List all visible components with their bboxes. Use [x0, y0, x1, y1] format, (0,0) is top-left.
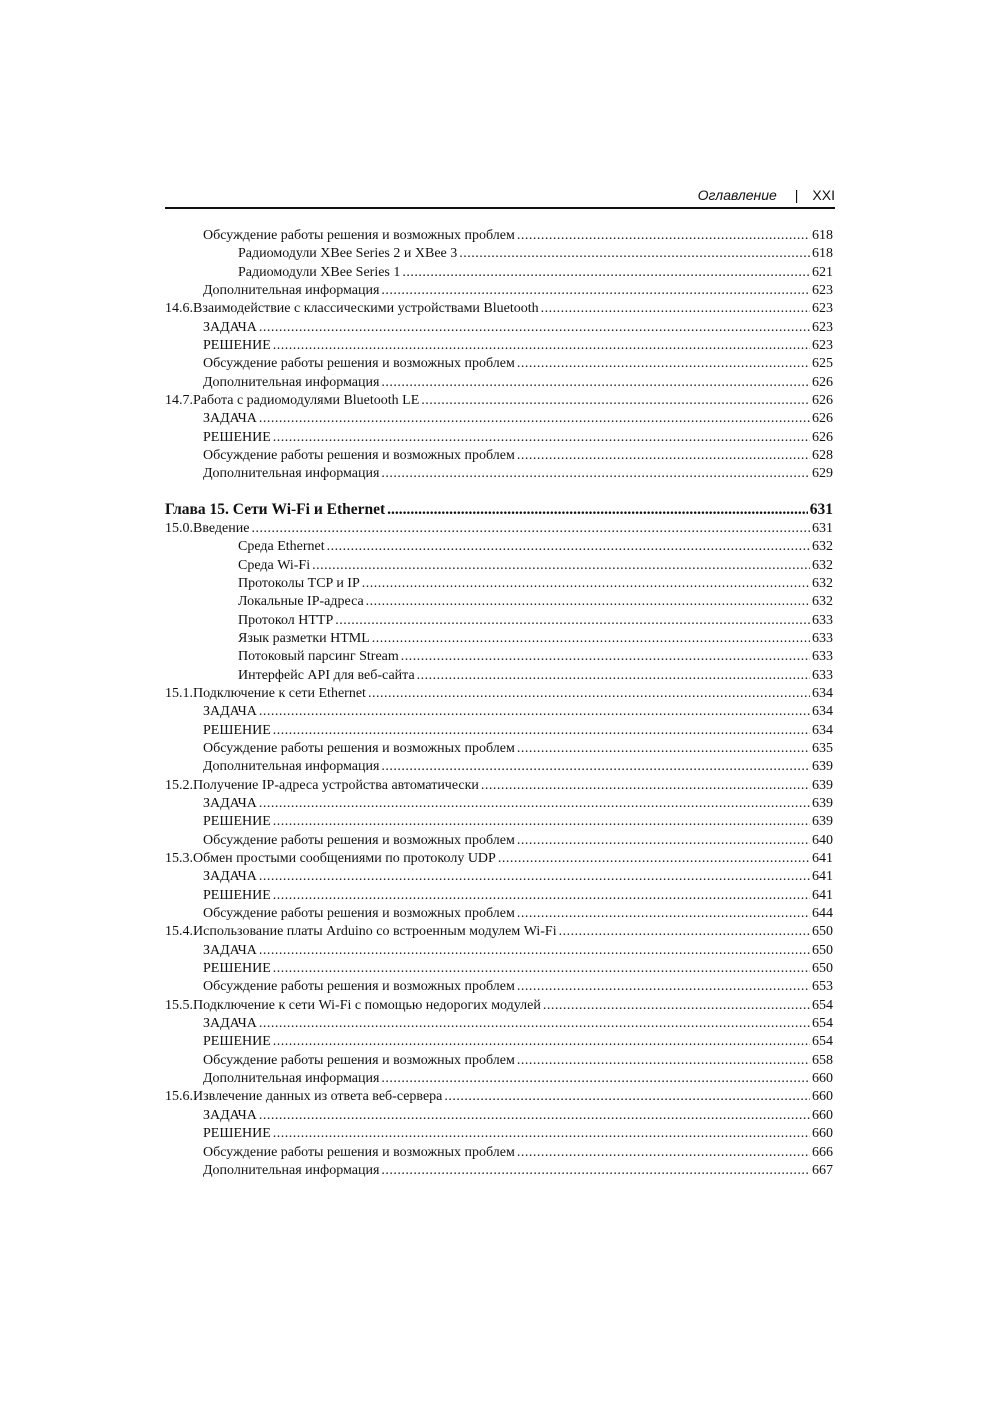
toc-entry	[165, 795, 833, 813]
toc-dot-leader	[401, 648, 810, 666]
toc-page-number: 631	[812, 520, 833, 536]
toc-entry	[165, 703, 833, 721]
toc-dot-leader	[517, 355, 810, 373]
toc-dot-leader	[541, 300, 810, 318]
toc-dot-leader	[259, 942, 810, 960]
toc-dot-leader	[381, 1162, 810, 1180]
toc-entry	[165, 1125, 833, 1143]
toc-entry	[165, 1107, 833, 1125]
toc-entry-title: Получение IP-адреса устройства автоматически	[193, 777, 479, 793]
toc-section-number: 15.5.	[165, 997, 193, 1013]
toc-page-number: 634	[812, 722, 833, 738]
toc-dot-leader	[273, 813, 810, 831]
toc-dot-leader	[251, 520, 810, 538]
toc-section-number: 15.0.	[165, 520, 193, 536]
toc-page-number: 641	[812, 869, 833, 885]
toc-entry	[165, 612, 833, 630]
toc-entry-title: Работа с радиомодулями Bluetooth LE	[193, 393, 420, 409]
toc-entry-title: Интерфейс API для веб-сайта	[238, 667, 415, 683]
toc-dot-leader	[259, 1015, 810, 1033]
toc-entry-title: Обсуждение работы решения и возможных проблем	[203, 228, 515, 243]
toc-section-number: 15.4.	[165, 924, 193, 940]
toc-page-number: 625	[812, 356, 833, 372]
toc-entry	[165, 1144, 833, 1162]
toc-entry-title: Протокол HTTP	[238, 612, 334, 628]
toc-page-number: 632	[812, 539, 833, 555]
toc-dot-leader	[273, 1033, 810, 1051]
toc-page-number: 631	[809, 500, 833, 518]
toc-entry-title: Дополнительная информация	[203, 1071, 380, 1087]
toc-dot-leader	[421, 392, 810, 410]
toc-page-number: 660	[812, 1107, 833, 1123]
toc-entry	[165, 777, 833, 795]
toc-page-number: 632	[812, 594, 833, 610]
toc-entry	[165, 520, 833, 538]
toc-dot-leader	[387, 500, 808, 520]
toc-entry-title: Среда Wi-Fi	[238, 557, 311, 573]
toc-entry	[165, 593, 833, 611]
toc-entry-title: РЕШЕНИЕ	[203, 887, 271, 903]
toc-dot-leader	[543, 997, 810, 1015]
toc-entry-title: Подключение к сети Ethernet	[193, 685, 366, 701]
toc-entry	[165, 648, 833, 666]
toc-page-number: 623	[812, 283, 833, 299]
toc-dot-leader	[362, 575, 810, 593]
toc-entry-title: Дополнительная информация	[203, 283, 380, 299]
toc-entry-title: Обмен простыми сообщениями по протоколу UDP	[193, 851, 496, 866]
toc-entry-title: ЗАДАЧА	[203, 1107, 257, 1123]
toc-dot-leader	[517, 740, 810, 758]
toc-dot-leader	[381, 1070, 810, 1088]
toc-dot-leader	[259, 1107, 810, 1125]
toc-dot-leader	[481, 777, 810, 795]
toc-page-number: 626	[812, 429, 833, 445]
toc-dot-leader	[517, 227, 810, 245]
toc-section-number: 15.2.	[165, 777, 193, 793]
toc-page-number: 641	[812, 851, 833, 866]
toc-entry	[165, 1033, 833, 1051]
toc-section-number: 15.3.	[165, 851, 193, 866]
toc-dot-leader	[259, 703, 810, 721]
toc-entry-title: Использование платы Arduino со встроенным модулем Wi-Fi	[193, 924, 557, 940]
toc-entry-title: Дополнительная информация	[203, 466, 380, 482]
toc-entry-title: Радиомодули XBee Series 2 и XBee 3	[238, 246, 458, 262]
toc-dot-leader	[517, 905, 810, 923]
toc-entry-title: РЕШЕНИЕ	[203, 429, 271, 445]
toc-entry	[165, 1088, 833, 1106]
toc-entry	[165, 557, 833, 575]
table-of-contents	[165, 227, 833, 1180]
toc-dot-leader	[517, 978, 810, 996]
toc-entry-title: Извлечение данных из ответа веб-сервера	[193, 1089, 443, 1105]
toc-dot-leader	[335, 612, 810, 630]
toc-page-number: 626	[812, 393, 833, 409]
running-header-separator: |	[794, 187, 799, 203]
toc-dot-leader	[259, 410, 810, 428]
toc-page-number: 634	[812, 704, 833, 720]
toc-dot-leader	[366, 593, 810, 611]
toc-entry-title: РЕШЕНИЕ	[203, 722, 271, 738]
toc-entry-title: Дополнительная информация	[203, 1162, 380, 1178]
toc-entry	[165, 374, 833, 392]
toc-entry	[165, 465, 833, 483]
toc-dot-leader	[368, 685, 810, 703]
toc-entry	[165, 923, 833, 941]
toc-page-number: 623	[812, 338, 833, 354]
toc-section-number: 14.6.	[165, 301, 193, 317]
toc-page-number: 650	[812, 942, 833, 958]
toc-entry	[165, 997, 833, 1015]
toc-page-number: 639	[812, 814, 833, 830]
toc-section-number: 14.7.	[165, 393, 193, 409]
toc-entry-title: ЗАДАЧА	[203, 869, 257, 885]
toc-entry-title: Обсуждение работы решения и возможных проблем	[203, 356, 515, 372]
toc-page-number: 639	[812, 795, 833, 811]
toc-entry	[165, 575, 833, 593]
toc-entry	[165, 722, 833, 740]
toc-page-number: 632	[812, 575, 833, 591]
toc-entry-title: Язык разметки HTML	[238, 630, 370, 646]
toc-dot-leader	[273, 722, 810, 740]
running-header	[165, 187, 835, 207]
toc-page-number: 626	[812, 411, 833, 427]
toc-entry-title: Введение	[193, 520, 250, 536]
toc-dot-leader	[273, 337, 810, 355]
toc-entry	[165, 887, 833, 905]
toc-entry-title: Глава 15. Сети Wi-Fi и Ethernet	[165, 500, 386, 518]
toc-dot-leader	[402, 264, 810, 282]
toc-entry	[165, 667, 833, 685]
toc-entry	[165, 960, 833, 978]
toc-entry-title: Потоковый парсинг Stream	[238, 649, 399, 665]
toc-page-number: 640	[812, 832, 833, 848]
toc-entry-title: Подключение к сети Wi-Fi с помощью недорогих модулей	[193, 997, 541, 1013]
toc-page-number: 633	[812, 630, 833, 646]
toc-entry-title: РЕШЕНИЕ	[203, 1034, 271, 1050]
toc-dot-leader	[498, 850, 810, 868]
toc-entry-title: ЗАДАЧА	[203, 704, 257, 720]
toc-page-number: 639	[812, 759, 833, 775]
toc-entry	[165, 282, 833, 300]
toc-dot-leader	[381, 374, 810, 392]
toc-dot-leader	[273, 960, 810, 978]
toc-entry-title: ЗАДАЧА	[203, 942, 257, 958]
toc-entry	[165, 264, 833, 282]
toc-dot-leader	[273, 887, 810, 905]
toc-entry-title: Обсуждение работы решения и возможных проблем	[203, 740, 515, 756]
toc-entry	[165, 1015, 833, 1033]
toc-entry-title: Обсуждение работы решения и возможных проблем	[203, 1052, 515, 1068]
toc-dot-leader	[259, 319, 810, 337]
running-header-title: Оглавление	[697, 187, 777, 203]
toc-entry	[165, 1162, 833, 1180]
toc-page-number: 618	[812, 246, 833, 262]
toc-entry	[165, 850, 833, 868]
toc-dot-leader	[259, 868, 810, 886]
toc-chapter-entry	[165, 500, 833, 520]
toc-page-number: 654	[812, 1034, 833, 1050]
toc-dot-leader	[381, 282, 810, 300]
toc-dot-leader	[372, 630, 810, 648]
toc-dot-leader	[559, 923, 810, 941]
toc-entry	[165, 942, 833, 960]
toc-entry	[165, 337, 833, 355]
toc-entry-title: РЕШЕНИЕ	[203, 961, 271, 977]
toc-page-number: 633	[812, 667, 833, 683]
toc-entry	[165, 758, 833, 776]
toc-dot-leader	[459, 245, 810, 263]
toc-entry	[165, 740, 833, 758]
toc-entry-title: Среда Ethernet	[238, 539, 325, 555]
toc-entry-title: Обсуждение работы решения и возможных проблем	[203, 832, 515, 848]
toc-entry	[165, 813, 833, 831]
toc-dot-leader	[417, 667, 810, 685]
toc-dot-leader	[381, 465, 810, 483]
toc-entry-title: Обсуждение работы решения и возможных проблем	[203, 979, 515, 995]
toc-entry	[165, 832, 833, 850]
toc-page-number: 634	[812, 685, 833, 701]
toc-page-number: 650	[812, 924, 833, 940]
toc-entry	[165, 447, 833, 465]
toc-entry	[165, 392, 833, 410]
toc-entry-title: ЗАДАЧА	[203, 1016, 257, 1032]
toc-entry	[165, 630, 833, 648]
toc-page-number: 626	[812, 374, 833, 390]
toc-page-number: 623	[812, 319, 833, 335]
toc-dot-leader	[517, 1052, 810, 1070]
toc-entry	[165, 300, 833, 318]
toc-dot-leader	[517, 447, 810, 465]
toc-page-number: 639	[812, 777, 833, 793]
toc-page-number: 666	[812, 1144, 833, 1160]
toc-dot-leader	[312, 557, 810, 575]
toc-page-number: 653	[812, 979, 833, 995]
toc-page-number: 660	[812, 1089, 833, 1105]
toc-page-number: 629	[812, 466, 833, 482]
header-rule	[165, 207, 835, 209]
toc-entry-title: Обсуждение работы решения и возможных проблем	[203, 906, 515, 922]
toc-page-number: 660	[812, 1071, 833, 1087]
toc-page-number: 618	[812, 228, 833, 243]
toc-entry	[165, 978, 833, 996]
toc-entry	[165, 227, 833, 245]
toc-page-number: 633	[812, 649, 833, 665]
toc-entry	[165, 538, 833, 556]
toc-page-number: 658	[812, 1052, 833, 1068]
toc-page-number: 621	[812, 264, 833, 280]
toc-page-number: 623	[812, 301, 833, 317]
toc-entry-title: Обсуждение работы решения и возможных проблем	[203, 1144, 515, 1160]
toc-entry	[165, 429, 833, 447]
toc-dot-leader	[381, 758, 810, 776]
toc-entry-title: РЕШЕНИЕ	[203, 338, 271, 354]
toc-entry-title: Дополнительная информация	[203, 759, 380, 775]
toc-dot-leader	[273, 429, 810, 447]
toc-entry	[165, 355, 833, 373]
toc-entry-title: Взаимодействие с классическими устройствами Bluetooth	[193, 301, 539, 317]
toc-entry-title: ЗАДАЧА	[203, 319, 257, 335]
toc-entry	[165, 905, 833, 923]
toc-dot-leader	[517, 832, 810, 850]
toc-section-number: 15.6.	[165, 1089, 193, 1105]
toc-dot-leader	[444, 1088, 810, 1106]
toc-page-number: 633	[812, 612, 833, 628]
toc-page-number: 654	[812, 1016, 833, 1032]
toc-entry	[165, 245, 833, 263]
toc-page-number: 628	[812, 448, 833, 464]
toc-entry-title: РЕШЕНИЕ	[203, 1126, 271, 1142]
toc-section-number: 15.1.	[165, 685, 193, 701]
toc-entry	[165, 410, 833, 428]
toc-page-number: 635	[812, 740, 833, 756]
toc-entry-title: Дополнительная информация	[203, 374, 380, 390]
toc-entry-title: ЗАДАЧА	[203, 411, 257, 427]
toc-entry	[165, 685, 833, 703]
toc-dot-leader	[327, 538, 810, 556]
toc-entry-title: РЕШЕНИЕ	[203, 814, 271, 830]
toc-page-number: 632	[812, 557, 833, 573]
page-number: XXI	[812, 187, 835, 203]
toc-entry	[165, 1070, 833, 1088]
toc-page-number: 644	[812, 906, 833, 922]
toc-page-number: 650	[812, 961, 833, 977]
toc-entry	[165, 319, 833, 337]
toc-entry-title: Радиомодули XBee Series 1	[238, 264, 401, 280]
toc-page-number: 641	[812, 887, 833, 903]
toc-entry	[165, 1052, 833, 1070]
toc-page-number: 667	[812, 1162, 833, 1178]
toc-dot-leader	[259, 795, 810, 813]
toc-dot-leader	[517, 1144, 810, 1162]
toc-entry	[165, 868, 833, 886]
toc-entry-title: ЗАДАЧА	[203, 795, 257, 811]
toc-entry-title: Протоколы TCP и IP	[238, 575, 360, 591]
toc-page-number: 660	[812, 1126, 833, 1142]
toc-page-number: 654	[812, 997, 833, 1013]
toc-entry-title: Обсуждение работы решения и возможных проблем	[203, 448, 515, 464]
toc-entry-title: Локальные IP-адреса	[238, 594, 364, 610]
toc-dot-leader	[273, 1125, 810, 1143]
